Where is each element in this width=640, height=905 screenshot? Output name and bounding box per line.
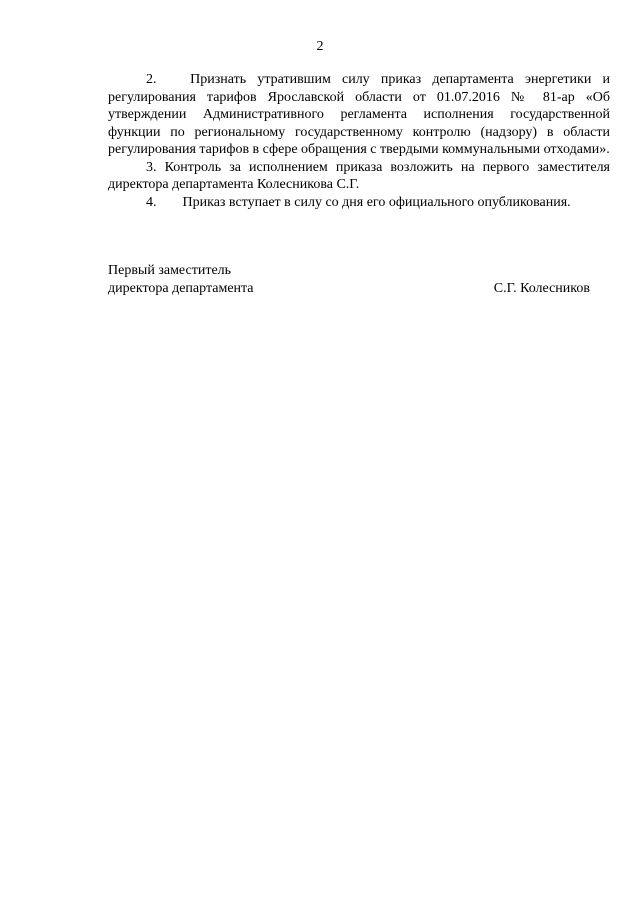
signature-block	[108, 262, 590, 298]
signatory-name: С.Г. Колесников	[493, 281, 590, 296]
paragraph-text: Контроль за исполнением приказа возложить на первого заместителя директора департамента Колесникова С.Г.	[108, 159, 610, 192]
paragraph-3	[108, 159, 610, 194]
paragraph-text: Признать утратившим силу приказ департамента энергетики и регулирования тарифов Ярославской области от 01.07.2016 № 81-ар «Об утверждении Административного регламента исполнения государственной функции по региональному государственному контролю (надзору) в области регулирования тарифов в сфере обращения с твердыми коммунальными отходами».	[108, 72, 610, 157]
document-body	[108, 71, 610, 211]
signature-line	[108, 280, 590, 298]
paragraph-2	[108, 71, 610, 159]
paragraph-number: 2.	[146, 72, 157, 87]
paragraph-text: Приказ вступает в силу со дня его официального опубликования.	[182, 194, 571, 210]
signatory-position-line1: Первый заместитель	[108, 263, 232, 278]
paragraph-number: 4.	[146, 194, 157, 210]
signatory-position-line2: директора департамента	[108, 281, 254, 296]
paragraph-4	[108, 194, 610, 212]
page-number: 2	[316, 39, 324, 54]
paragraph-number: 3.	[146, 159, 157, 175]
